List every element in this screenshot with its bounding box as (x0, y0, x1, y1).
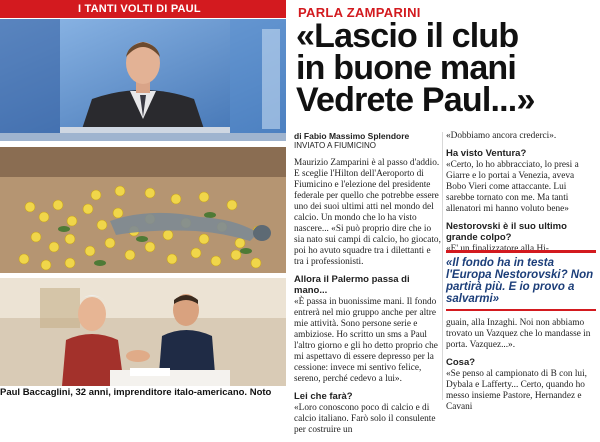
body-paragraph: «Loro conoscono poco di calcio e di calcio italiano. Farò solo il consulente per costruire un (294, 403, 436, 435)
pull-quote-text: «Il fondo ha in testa l'Europa Nestorovski? Non partirà più. E io provo a salvarmi» (446, 257, 594, 305)
interview-question: Allora il Palermo passa di mano... (294, 274, 410, 296)
body-paragraph: «È passa in buonissime mani. Il fondo entrerà nel mio gruppo anche per altre mie attività. Sono persone serie e ambiziose. Ho scritto un sms a Paul l'altro giorno e gli ho detto proprio che mi aspettavo di essere depresso per la cessione: invece mi sentivo felice, sereno, perché cedevo a lui». (294, 297, 438, 384)
interview-question: Cosa? (446, 357, 476, 368)
article-kicker: PARLA ZAMPARINI (298, 5, 421, 20)
interview-question: Ha visto Ventura? (446, 148, 527, 159)
photo-caption: Paul Baccaglini, 32 anni, imprenditore italo-americano. Noto (0, 387, 272, 398)
article (290, 0, 600, 435)
interview-question: Nestorovski è il suo ultimo grande colpo? (446, 221, 567, 243)
column-divider (442, 132, 443, 400)
photo-tv-presenter (0, 19, 286, 141)
article-column-left (294, 131, 442, 442)
article-headline (296, 17, 596, 119)
byline-location: INVIATO A FIUMICINO (294, 141, 376, 150)
body-paragraph: Maurizio Zamparini è al passo d'addio. E sceglie l'Hilton dell'Aeroporto di Fiumicino e l'elezione del presidente federale per quello che potrebbe essere uno dei suoi ultimi atti nel mondo del calcio. Un mondo che lo ha visto nascere... «Si può proprio dire che io sia nato sui campi di calcio, ho giocato, poi ho avuto squadre tra i dilettanti e tra i professionisti. (294, 158, 441, 267)
headline-line: «Lascio il club (296, 17, 519, 55)
headline-line: Vedrete Paul...» (296, 81, 535, 119)
pull-quote-rule (446, 309, 596, 311)
handshake-image (0, 278, 286, 386)
article-column-right-continued (446, 318, 594, 419)
pull-quote (446, 250, 596, 311)
photo-sidebar (0, 0, 286, 400)
headline-line: in buone mani (296, 49, 517, 87)
photo-handshake (0, 278, 286, 386)
photo-lemons-art (0, 147, 286, 273)
lemons-art-image (0, 147, 286, 273)
body-paragraph: guain, alla Inzaghi. Noi non abbiamo trovato un Vazquez che lo mandasse in porta. Vazquez...». (446, 318, 591, 350)
byline-author: di Fabio Massimo Splendore (294, 131, 410, 141)
sidebar-header: I TANTI VOLTI DI PAUL (0, 0, 286, 18)
body-paragraph: «E' un finalizzatore alla Hi- (446, 244, 549, 254)
article-column-right (446, 131, 594, 261)
body-paragraph: «Dobbiamo ancora crederci». (446, 131, 557, 141)
body-paragraph: «Certo, lo ho abbracciato, lo presi a Giarre e lo portai a Venezia, aveva Bobo Vieri come attaccante. Lui sarebbe tornato con me. Ma tanti allenatori mi hanno voluto bene» (446, 160, 579, 214)
body-paragraph: «Se penso al campionato di B con lui, Dybala e Lafferty... Certo, quando ho messo insieme Pastore, Hernandez e Cavani (446, 369, 587, 412)
interview-question: Lei che farà? (294, 391, 353, 402)
byline (294, 131, 442, 151)
tv-presenter-image (0, 19, 286, 141)
